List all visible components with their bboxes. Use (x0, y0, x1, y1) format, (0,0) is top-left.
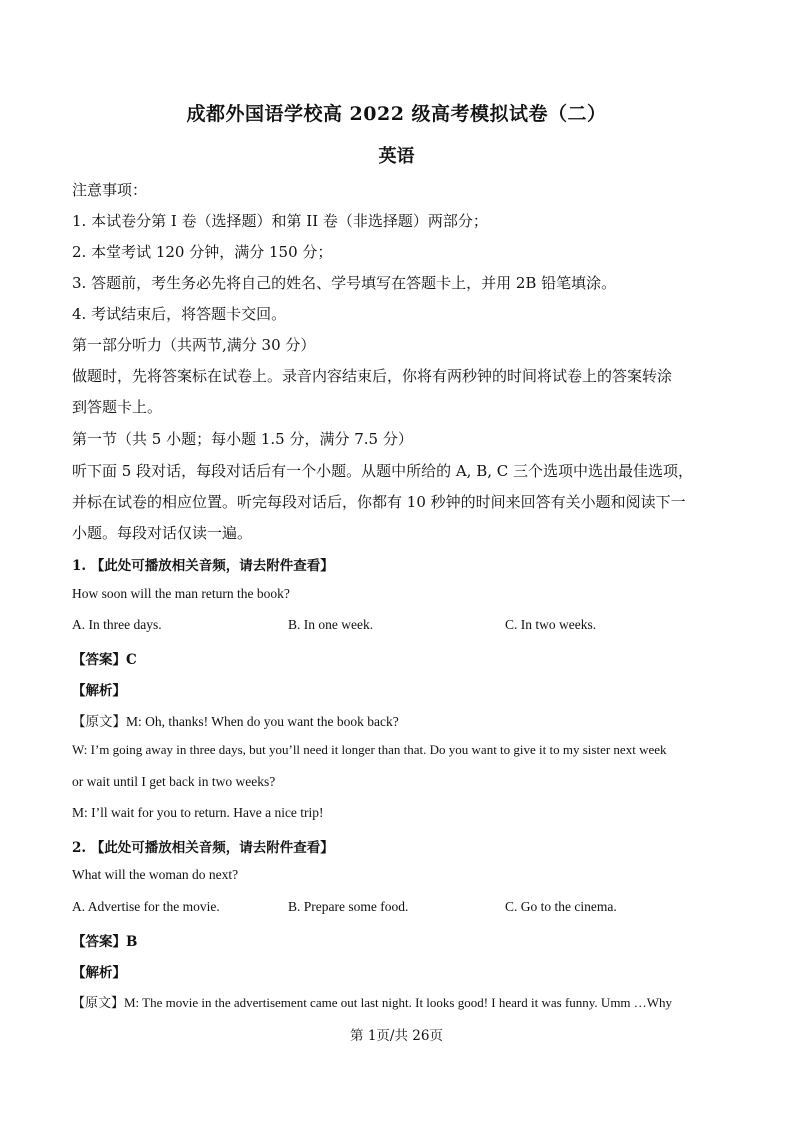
q1-transcript-line-1: 【原文】M: Oh, thanks! When do you want the book back? (72, 714, 399, 729)
q1-analysis: 【解析】 (72, 683, 126, 699)
q2-option-a: A. Advertise for the movie. (72, 899, 220, 914)
q2-option-b: B. Prepare some food. (288, 899, 409, 914)
q2-transcript-line-1: 【原文】M: The movie in the advertisement came out last night. It looks good! I heard it was funny. Umm …Why (72, 995, 673, 1010)
section1-heading: 第一节（共 5 小题；每小题 1.5 分，满分 7.5 分） (72, 430, 413, 448)
q1-option-b: B. In one week. (288, 617, 374, 632)
q1-transcript-line-3: or wait until I get back in two weeks? (72, 774, 276, 789)
q1-transcript-line-4: M: I’ll wait for you to return. Have a nice trip! (72, 805, 324, 820)
part1-heading: 第一部分听力（共两节,满分 30 分） (72, 336, 316, 354)
q2-audio-header: 2. 【此处可播放相关音频，请去附件查看】 (72, 840, 334, 856)
exam-title: 成都外国语学校高 2022 级高考模拟试卷（二） (186, 103, 607, 125)
section1-instruction-line-2: 并标在试卷的相应位置。听完每段对话后，你都有 10 秒钟的时间来回答有关小题和阅读下一 (72, 493, 686, 511)
q1-transcript-line-2: W: I’m going away in three days, but you’ll need it longer than that. Do you want to give it to my sister next week (72, 742, 667, 757)
part1-instruction-line-2: 到答题卡上。 (72, 398, 163, 416)
section1-instruction-line-1: 听下面 5 段对话，每段对话后有一个小题。从题中所给的 A, B, C 三个选项中选出最佳选项， (72, 462, 694, 480)
section1-instruction-line-3: 小题。每段对话仅读一遍。 (72, 524, 253, 542)
notice-item-1: 1. 本试卷分第 I 卷（选择题）和第 II 卷（非选择题）两部分； (72, 212, 488, 230)
notice-item-3: 3. 答题前，考生务必先将自己的姓名、学号填写在答题卡上，并用 2B 铅笔填涂。 (72, 274, 617, 292)
subject-title: 英语 (378, 146, 415, 167)
notice-item-2: 2. 本堂考试 120 分钟，满分 150 分； (72, 243, 333, 261)
part1-instruction-line-1: 做题时，先将答案标在试卷上。录音内容结束后，你将有两秒钟的时间将试卷上的答案转涂 (72, 367, 673, 385)
q2-option-c: C. Go to the cinema. (505, 899, 617, 914)
notice-heading: 注意事项： (72, 181, 148, 199)
page-number-footer: 第 1页/共 26页 (350, 1028, 443, 1044)
notice-item-4: 4. 考试结束后，将答题卡交回。 (72, 305, 287, 323)
q1-answer: 【答案】C (72, 652, 137, 668)
q1-audio-header: 1. 【此处可播放相关音频，请去附件查看】 (72, 558, 334, 574)
q2-answer: 【答案】B (72, 934, 138, 950)
q1-option-c: C. In two weeks. (505, 617, 597, 632)
q2-analysis: 【解析】 (72, 965, 126, 981)
q2-question: What will the woman do next? (72, 867, 239, 882)
q1-question: How soon will the man return the book? (72, 586, 290, 601)
q1-option-a: A. In three days. (72, 617, 162, 632)
